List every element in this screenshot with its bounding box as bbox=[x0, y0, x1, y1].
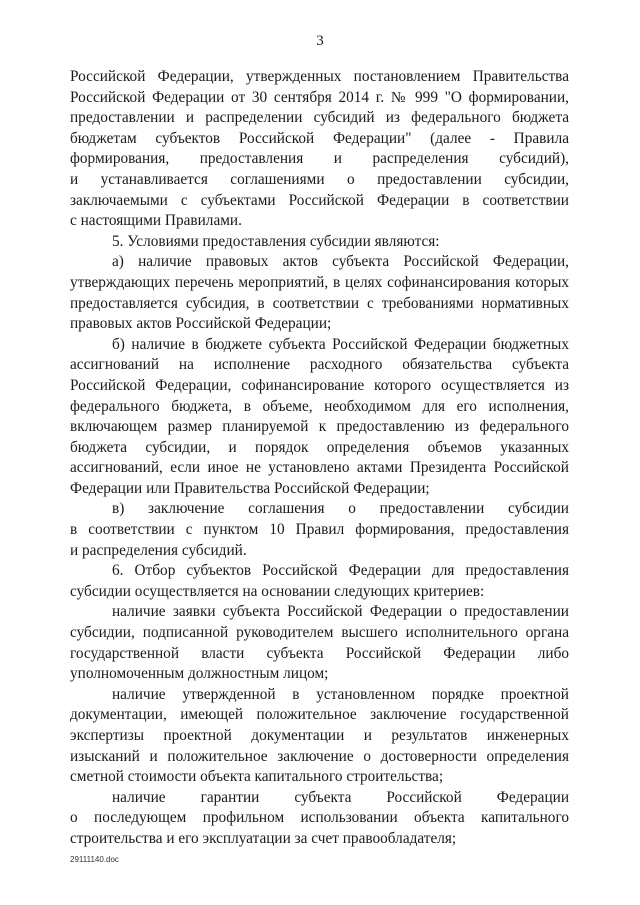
text-line: и устанавливается соглашениями о предоставлении субсидии, bbox=[70, 170, 569, 188]
text-line: формирования, предоставления и распределения субсидий), bbox=[70, 150, 569, 168]
text-line: субсидии, подписанной руководителем высшего исполнительного органа bbox=[70, 624, 569, 642]
text-line: государственной власти субъекта Российской Федерации либо bbox=[70, 644, 569, 662]
text-line: уполномоченным должностным лицом; bbox=[70, 665, 329, 683]
text-line: экспертизы проектной документации и результатов инженерных bbox=[70, 727, 569, 744]
text-line: предоставлении и распределении субсидий из федерального бюджета bbox=[70, 109, 569, 127]
text-line: документации, имеющей положительное заключение государственной bbox=[70, 706, 569, 724]
text-line: наличие утвержденной в установленном порядке проектной bbox=[112, 685, 569, 703]
text-line: наличие заявки субъекта Российской Федерации о предоставлении bbox=[112, 603, 569, 621]
text-line: утверждающих перечень мероприятий, в целях софинансирования которых bbox=[70, 273, 569, 291]
text-line: ассигнований, если иное не установлено актами Президента Российской bbox=[70, 459, 569, 477]
text-line: субсидии осуществляется на основании следующих критериев: bbox=[70, 582, 485, 600]
footer-file-name: 29111140.doc bbox=[70, 855, 119, 864]
text-line: бюджета субсидии, и порядок определения объемов указанных bbox=[70, 438, 569, 456]
text-line: включающем размер планируемой к предоставлению из федерального bbox=[70, 418, 569, 436]
text-line: б) наличие в бюджете субъекта Российской Федерации бюджетных bbox=[112, 335, 569, 353]
text-line: а) наличие правовых актов субъекта Российской Федерации, bbox=[112, 253, 569, 271]
text-line: Российской Федерации, утвержденных постановлением Правительства bbox=[70, 68, 569, 85]
text-line: в соответствии с пунктом 10 Правил формирования, предоставления bbox=[70, 521, 569, 539]
text-line: Российской Федерации от 30 сентября 2014 г. № 999 "О формировании, bbox=[70, 88, 569, 106]
text-line: ассигнований на исполнение расходного обязательства субъекта bbox=[70, 356, 569, 374]
page-number: 3 bbox=[316, 33, 324, 49]
text-line: наличие гарантии субъекта Российской Федерации bbox=[112, 788, 569, 806]
text-line: о последующем профильном использовании объекта капитального bbox=[70, 809, 569, 827]
text-line: изысканий и положительное заключение о достоверности определения bbox=[70, 747, 569, 765]
document-body bbox=[70, 67, 569, 850]
text-line: и распределения субсидий. bbox=[70, 541, 247, 559]
text-line: предоставляется субсидия, в соответствии с требованиями нормативных bbox=[70, 294, 569, 312]
text-line: Федерации или Правительства Российской Федерации; bbox=[70, 479, 430, 497]
text-line: бюджетам субъектов Российской Федерации" (далее - Правила bbox=[70, 129, 569, 147]
text-line: 6. Отбор субъектов Российской Федерации для предоставления bbox=[112, 562, 569, 580]
text-line: сметной стоимости объекта капитального строительства; bbox=[70, 768, 444, 786]
text-line: Российской Федерации, софинансирование которого осуществляется из bbox=[70, 376, 569, 394]
text-line: правовых актов Российской Федерации; bbox=[70, 315, 332, 333]
text-line: 5. Условиями предоставления субсидии являются: bbox=[112, 232, 440, 250]
text-line: в) заключение соглашения о предоставлении субсидии bbox=[112, 500, 569, 518]
text-line: с настоящими Правилами. bbox=[70, 212, 242, 230]
text-line: федерального бюджета, в объеме, необходимом для его исполнения, bbox=[70, 397, 569, 415]
text-line: заключаемыми с субъектами Российской Федерации в соответствии bbox=[70, 191, 569, 209]
text-line: строительства и его эксплуатации за счет правообладателя; bbox=[70, 829, 457, 847]
